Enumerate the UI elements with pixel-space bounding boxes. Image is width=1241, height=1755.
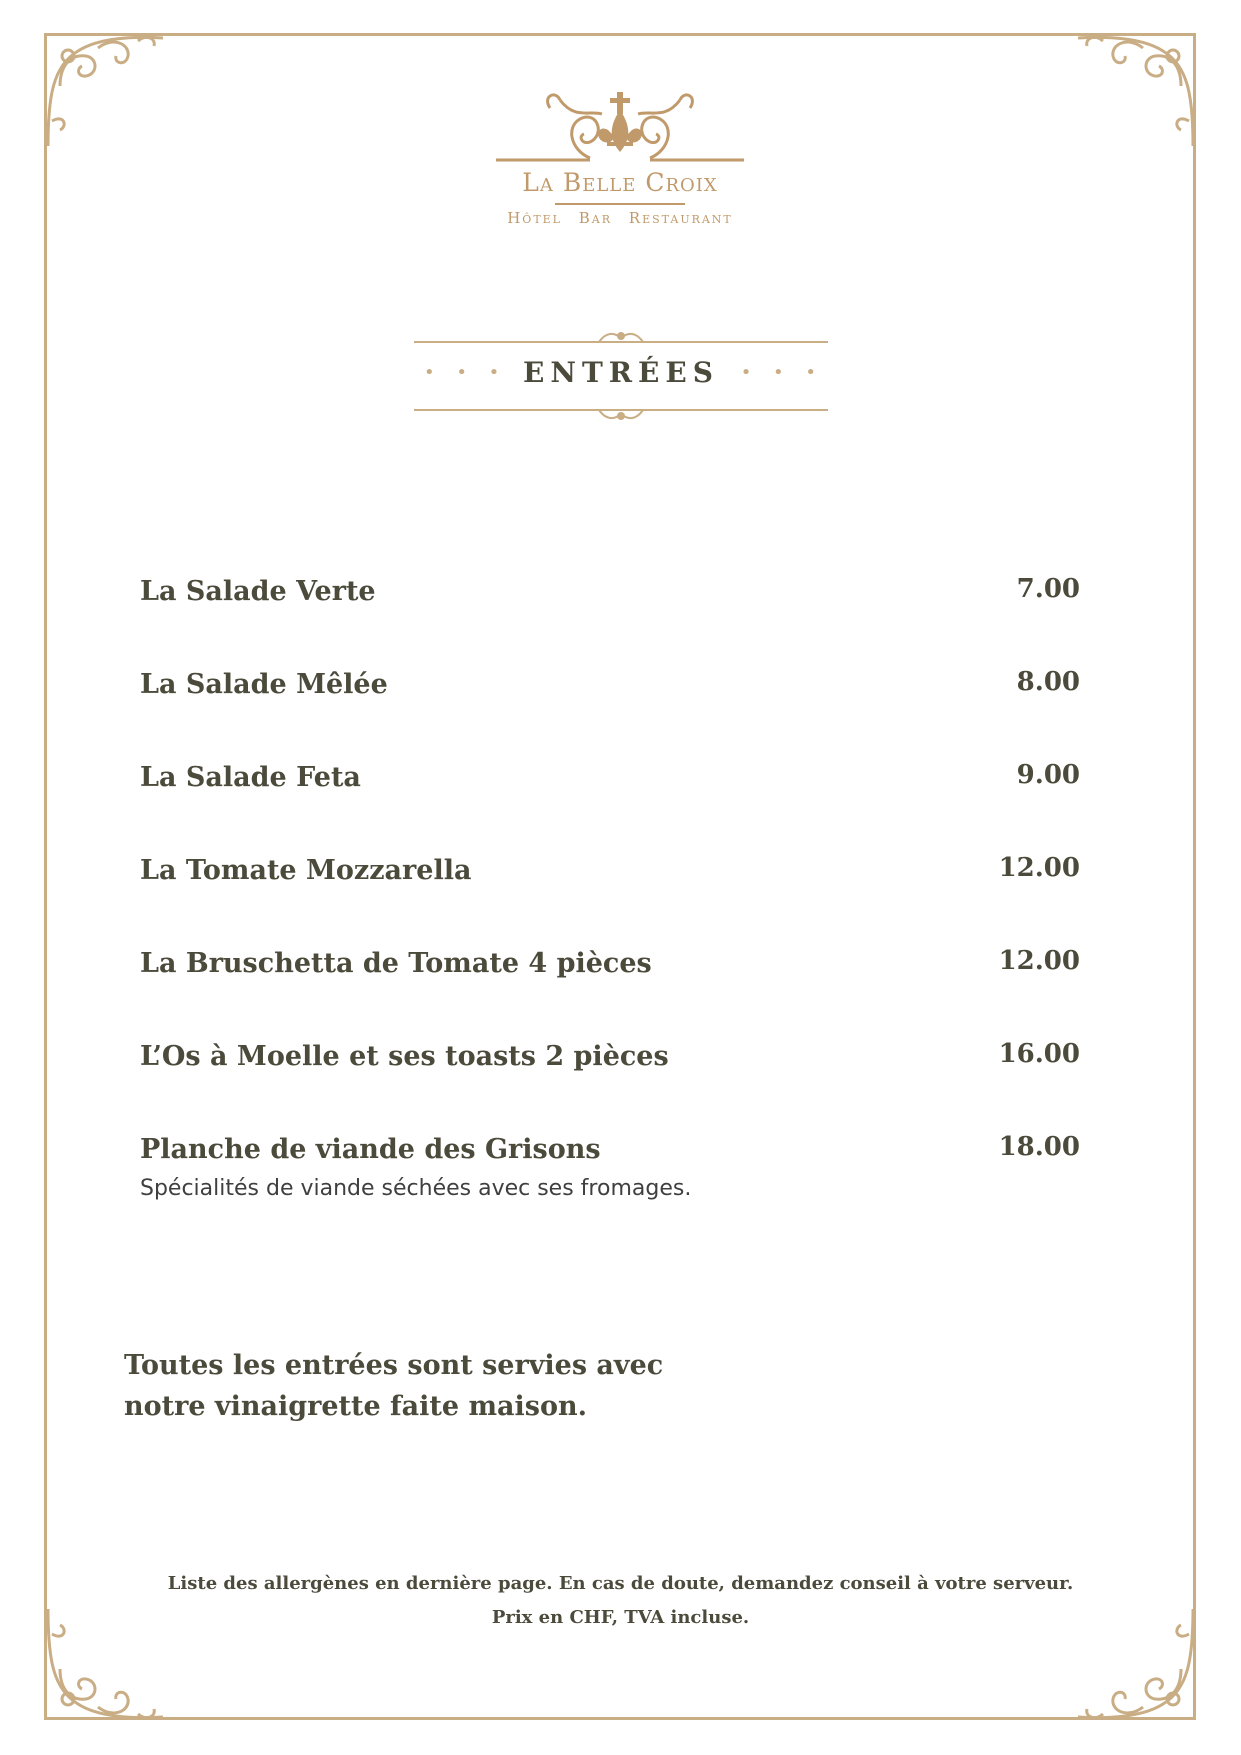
menu-item-price: 12.00 [998,946,1080,976]
left-dots: • • • [424,362,508,383]
menu-item-name: La Salade Mêlée [140,669,388,700]
brand-divider [555,203,685,205]
section-title: ENTRÉES [523,356,719,389]
section-heading [414,330,828,422]
menu-item-price: 12.00 [998,853,1080,883]
menu-item-price: 16.00 [998,1039,1080,1069]
menu-item-price: 8.00 [1016,667,1080,697]
menu-item [140,570,1080,663]
menu-item-price: 9.00 [1016,760,1080,790]
allergen-notice: Liste des allergènes en dernière page. En cas de doute, demandez conseil à votre serveur. [167,1573,1074,1594]
menu-item [140,1128,1080,1221]
corner-ornament-top-right [1073,26,1203,156]
fleur-de-lis-emblem-icon [490,90,750,165]
menu-item-name: La Bruschetta de Tomate 4 pièces [140,948,652,979]
menu-item-name: Planche de viande des Grisons [140,1134,601,1165]
corner-ornament-top-left [38,26,168,156]
right-dots: • • • [740,362,824,383]
menu-item [140,849,1080,942]
menu-list [140,570,1080,1221]
menu-item-price: 18.00 [998,1132,1080,1162]
brand-subtitle: Hôtel Bar Restaurant [507,209,733,227]
menu-item-name: L’Os à Moelle et ses toasts 2 pièces [140,1041,669,1072]
menu-item-description: Spécialités de viande séchées avec ses fromages. [140,1176,692,1201]
note-line-2: notre vinaigrette faite maison. [124,1391,588,1422]
menu-item-price: 7.00 [1016,574,1080,604]
hotel-logo [490,90,750,230]
price-notice: Prix en CHF, TVA incluse. [491,1607,750,1628]
menu-item-name: La Tomate Mozzarella [140,855,472,886]
dressing-note [124,1345,684,1427]
menu-item [140,663,1080,756]
menu-item-name: La Salade Feta [140,762,361,793]
menu-item [140,1035,1080,1128]
note-line-1: Toutes les entrées sont servies avec [124,1350,664,1381]
menu-item [140,942,1080,1035]
brand-name: La Belle Croix [522,168,718,197]
menu-item [140,756,1080,849]
footer-info [0,1567,1241,1635]
menu-item-name: La Salade Verte [140,576,376,607]
